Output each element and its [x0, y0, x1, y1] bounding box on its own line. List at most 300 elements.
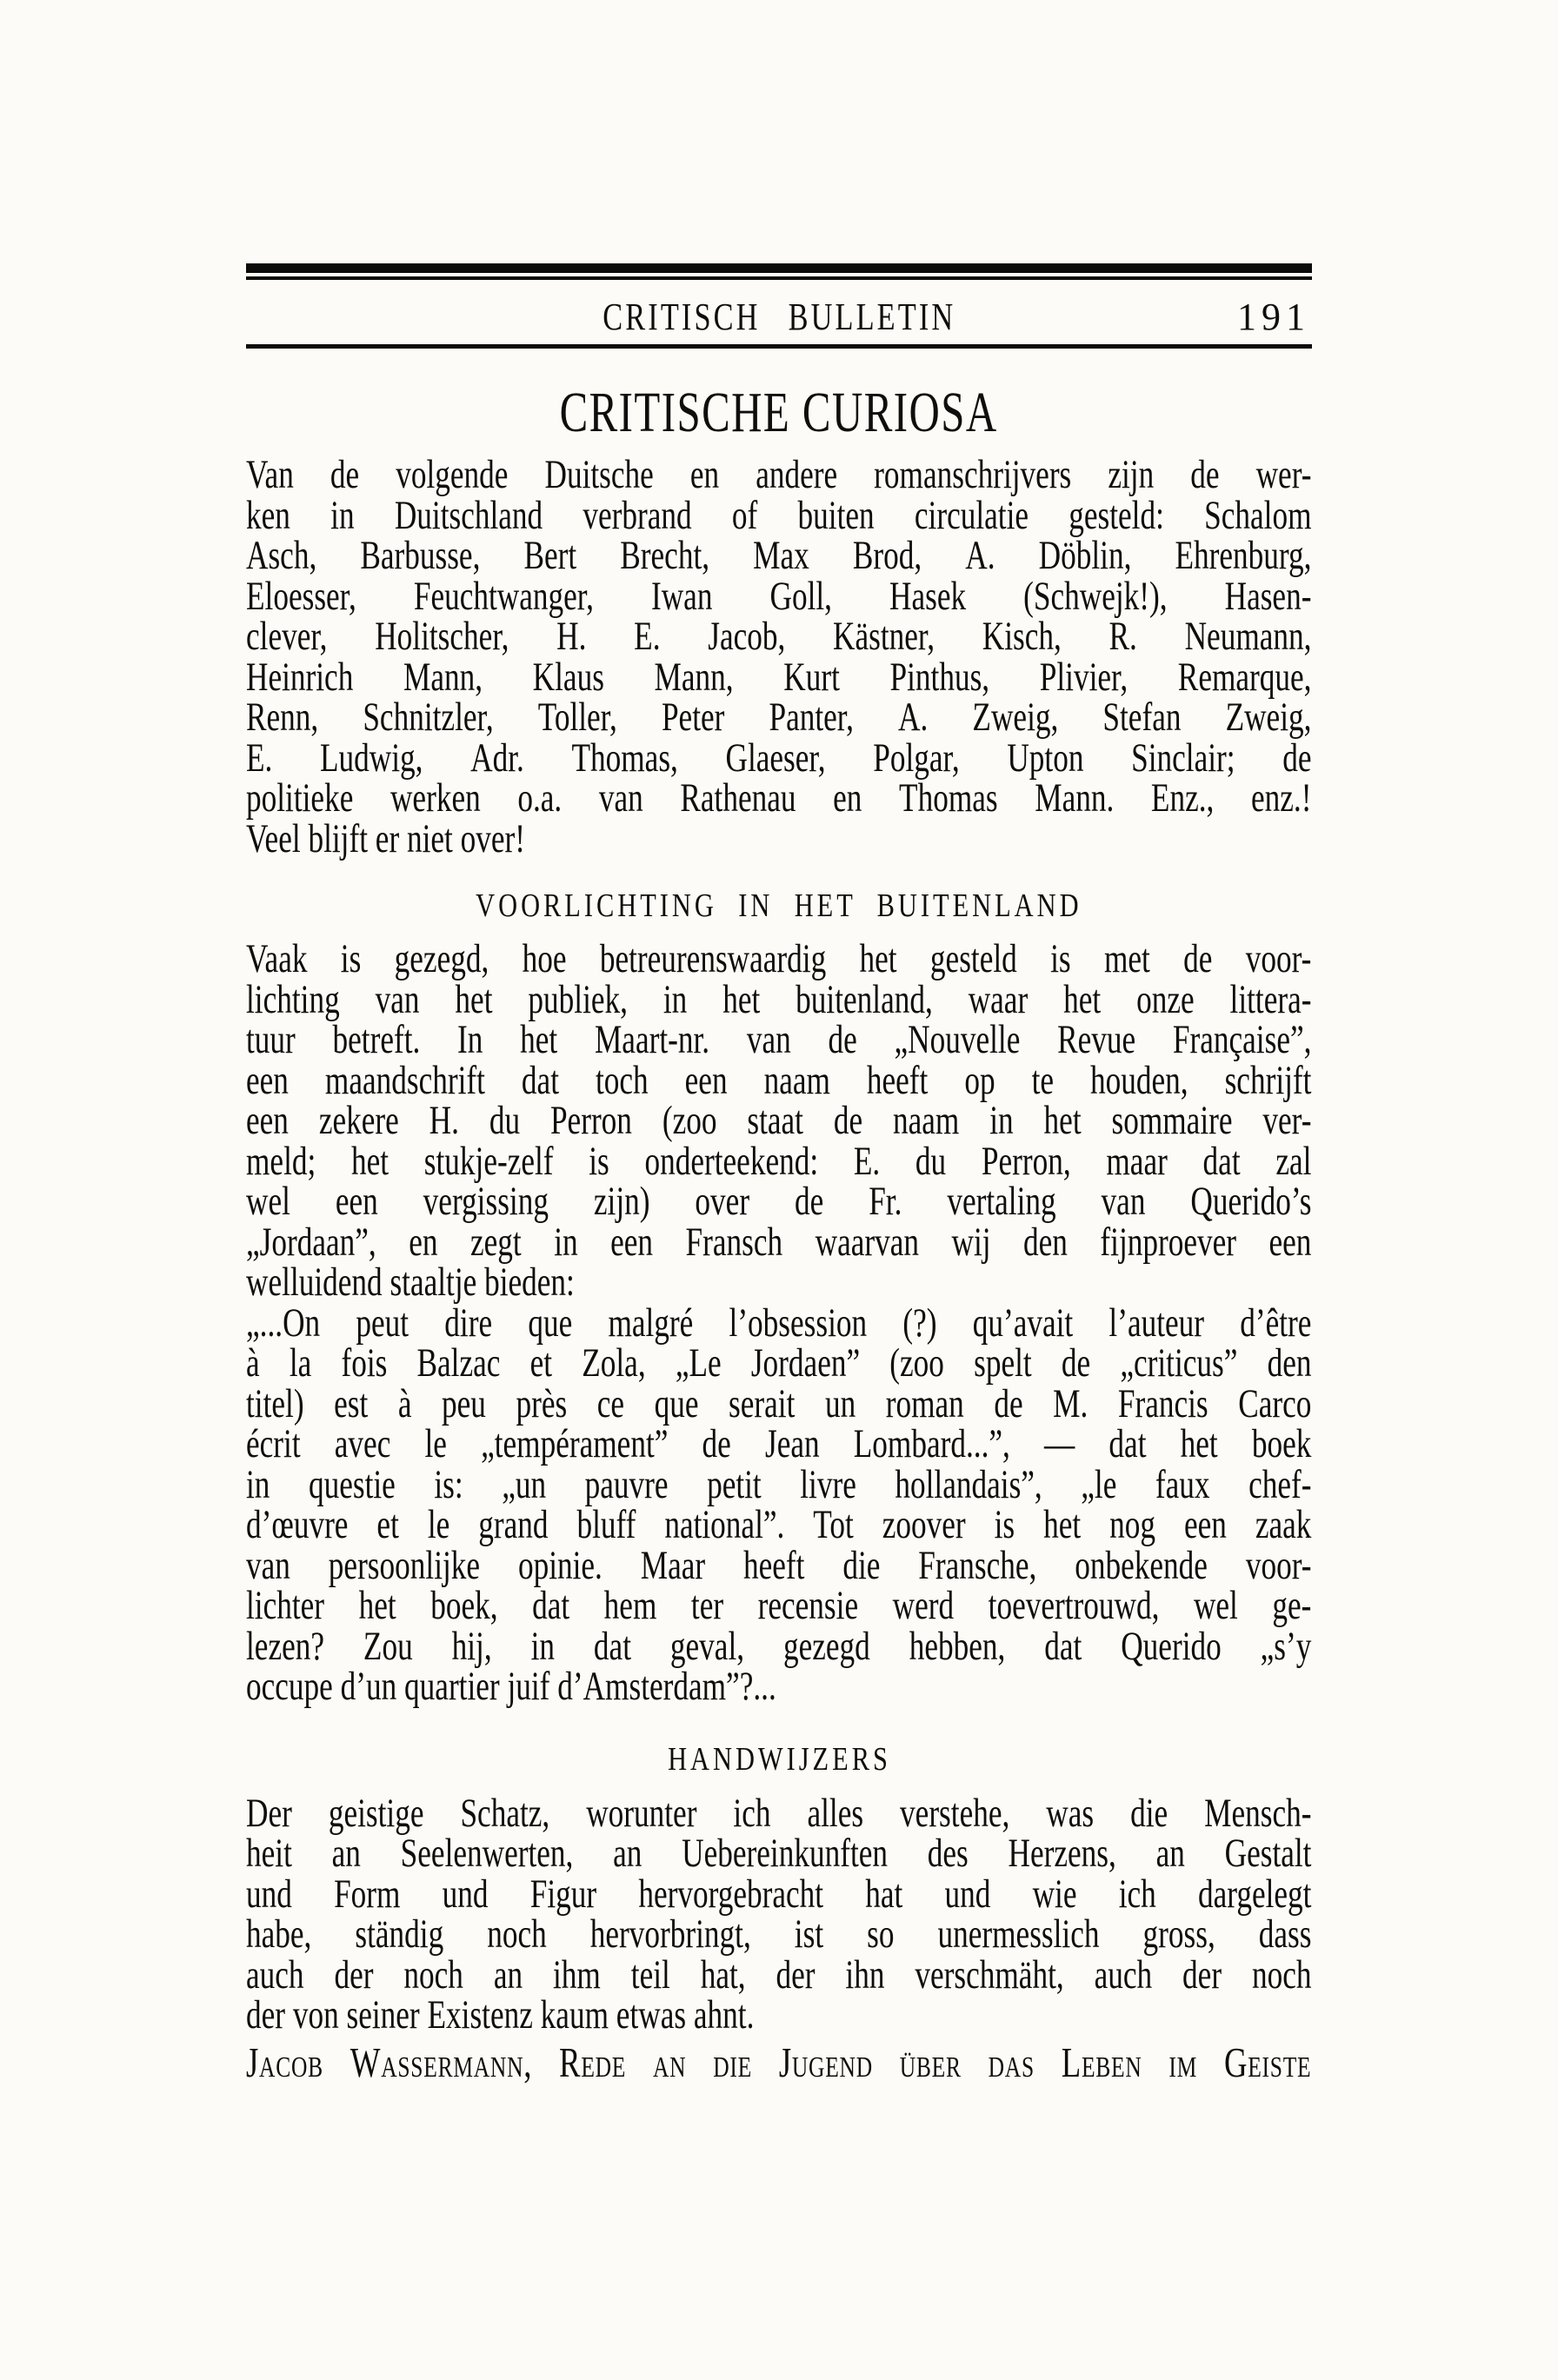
word: Carco [1238, 1380, 1312, 1426]
word: hoe [522, 936, 567, 981]
word: Van [246, 452, 294, 497]
word: buiten [797, 492, 875, 538]
word: naam [893, 1098, 960, 1143]
word: de [994, 1380, 1023, 1426]
word: politieke [246, 775, 354, 821]
word: ken [246, 492, 290, 538]
word: Française”, [1172, 1017, 1312, 1062]
word: des [927, 1831, 969, 1876]
word: le [427, 1502, 450, 1547]
word: het [1063, 976, 1102, 1022]
word: Döblin, [1038, 533, 1132, 578]
word: gross, [1142, 1911, 1215, 1957]
text-line [246, 492, 1312, 538]
word: persoonlijke [328, 1542, 481, 1588]
word: heeft [866, 1057, 929, 1103]
text-line [246, 573, 1312, 619]
word: teil [630, 1951, 670, 1998]
text-line [246, 654, 1312, 700]
word: dire [444, 1300, 493, 1346]
word: Brecht, [620, 533, 710, 578]
word: petit [707, 1461, 762, 1507]
word: dat [593, 1623, 631, 1669]
text-block [246, 0, 1312, 2084]
word: maandschrift [324, 1057, 485, 1103]
word: dat [1109, 1421, 1147, 1466]
word: „s’y [1260, 1623, 1312, 1669]
word: Seelenwerten, [400, 1831, 574, 1876]
word: in [554, 1219, 578, 1265]
word: noch [403, 1951, 463, 1998]
word: de [330, 452, 360, 497]
word: fijnproever [1100, 1219, 1237, 1265]
word: en [409, 1219, 438, 1265]
article-title: CRITISCHE CURIOSA [559, 381, 999, 444]
word: o.a. [517, 775, 563, 821]
word: Maart-nr. [594, 1017, 710, 1062]
word: du [915, 1138, 947, 1184]
word: fois [341, 1340, 388, 1386]
word: Panter, [769, 695, 854, 740]
word: an [493, 1951, 523, 1998]
word: Neumann, [1184, 614, 1312, 659]
word: faux [1155, 1461, 1210, 1507]
text-line [246, 1300, 1312, 1346]
word: Ehrenburg, [1175, 533, 1312, 578]
text-line [246, 1057, 1312, 1103]
word: zekere [318, 1098, 399, 1143]
word: H. [556, 614, 587, 659]
word: Geiste [1223, 2038, 1312, 2086]
word: hervorgebracht [638, 1871, 824, 1917]
word: que [528, 1300, 573, 1346]
word: sommaire [1111, 1098, 1233, 1143]
word: und [246, 1871, 292, 1917]
word: noch [1251, 1951, 1312, 1998]
word: Feuchtwanger, [413, 573, 594, 619]
word: à [397, 1380, 412, 1426]
paragraph [246, 936, 1312, 1709]
word: Goll, [769, 573, 832, 619]
word: Herzens, [1008, 1831, 1116, 1876]
word: zal [1275, 1138, 1312, 1184]
word: (Schwejk!), [1023, 573, 1168, 619]
word: Rede [559, 2038, 627, 2086]
word: Thomas, [571, 735, 678, 781]
word: Heinrich [246, 654, 354, 700]
text-line [246, 1380, 1312, 1426]
word: de [1190, 452, 1220, 497]
word: waarvan [815, 1219, 919, 1265]
word: het [350, 1138, 390, 1184]
text-line [246, 1138, 1312, 1184]
word: schrijft [1224, 1057, 1312, 1103]
word: Polgar, [873, 735, 960, 781]
word: romanschrijvers [874, 452, 1072, 497]
word: d’œuvre [246, 1502, 349, 1547]
word: die [1130, 1790, 1168, 1836]
word: de [1183, 936, 1213, 981]
word: voor- [1245, 1542, 1312, 1588]
word: der [334, 1951, 374, 1998]
text-line [246, 1542, 1312, 1588]
word: près [516, 1380, 568, 1426]
word: chef- [1248, 1461, 1312, 1507]
word: dat [1202, 1138, 1241, 1184]
word: Iwan [650, 573, 713, 619]
word: in [246, 1461, 270, 1507]
word: „un [502, 1461, 547, 1507]
paragraph [246, 452, 1312, 861]
word: de [794, 1179, 824, 1224]
word: verschmäht, [915, 1951, 1064, 1998]
word: is [994, 1502, 1015, 1547]
word: lezen? [246, 1623, 325, 1669]
word: het [859, 936, 897, 981]
word: Perron [549, 1098, 632, 1143]
text-line [246, 735, 1312, 781]
paragraph [246, 1790, 1312, 2038]
word: Querido’s [1190, 1179, 1312, 1224]
text-line [246, 1181, 1312, 1222]
word: toevertrouwd, [988, 1583, 1160, 1628]
word: geistige [328, 1790, 424, 1836]
word: heeft [743, 1542, 805, 1588]
word: M. [1053, 1380, 1089, 1426]
word: Hasek [889, 573, 967, 619]
text-line [246, 1100, 1312, 1141]
word: Holitscher, [375, 614, 509, 659]
word: H. [429, 1098, 459, 1143]
word: Jacob [246, 2038, 323, 2086]
word: onbekende [1075, 1542, 1208, 1588]
word: Vaak [246, 936, 308, 981]
word: gesteld: [1069, 492, 1164, 538]
word: Barbusse, [360, 533, 481, 578]
word: ich [733, 1790, 771, 1836]
masthead-rule-thick [246, 263, 1312, 273]
word: meld; [246, 1138, 316, 1184]
word: Schalom [1204, 492, 1312, 538]
word: pauvre [584, 1461, 669, 1507]
word: en [689, 452, 720, 497]
word: hebben, [909, 1623, 1006, 1669]
word: malgré [608, 1300, 694, 1346]
word: was [1046, 1790, 1095, 1836]
word: een [335, 1179, 378, 1224]
word: een [246, 1057, 289, 1103]
word: Duitschland [394, 492, 543, 538]
text-line [246, 1790, 1312, 1836]
word: Tot [813, 1502, 854, 1547]
word: een [1183, 1502, 1227, 1547]
word: Ludwig, [320, 735, 423, 781]
word: Peter [661, 695, 725, 740]
word: zaak [1255, 1502, 1312, 1547]
word: le [424, 1421, 447, 1466]
word: Lombard...”, [853, 1421, 1010, 1466]
word: hollandais”, [895, 1461, 1042, 1507]
word: of [731, 492, 758, 538]
word: Leben [1061, 2038, 1142, 2086]
word: Mann. [1035, 775, 1115, 821]
word: dat [1044, 1623, 1082, 1669]
word: im [1168, 2038, 1198, 2086]
section-heading: HANDWIJZERS [667, 1740, 891, 1778]
word: houden, [1090, 1057, 1188, 1103]
word: ce [596, 1380, 625, 1426]
text-line [246, 1502, 1312, 1547]
word: boek, [430, 1583, 498, 1628]
word: Der [246, 1790, 292, 1836]
word: Uebereinkunften [682, 1831, 889, 1876]
word: — [1044, 1421, 1075, 1466]
word: un [824, 1380, 856, 1426]
word: in [330, 492, 355, 538]
word: zijn) [593, 1179, 650, 1224]
word: „Nouvelle [894, 1017, 1021, 1062]
word: volgende [396, 452, 509, 497]
word: habe, [246, 1911, 312, 1957]
word: und [442, 1871, 489, 1917]
word: E. [634, 614, 661, 659]
masthead-rule-thin [246, 276, 1312, 280]
word: naam [763, 1057, 830, 1103]
article-content [246, 452, 1312, 2086]
word: wer- [1255, 452, 1312, 497]
word: questie [308, 1461, 396, 1507]
word: Jugend [778, 2038, 873, 2086]
word: l’obsession [729, 1300, 868, 1346]
word: te [1031, 1057, 1055, 1103]
word: gesteld [929, 936, 1017, 981]
word: het [722, 976, 761, 1022]
word: Revue [1057, 1017, 1136, 1062]
word: is [1050, 936, 1071, 981]
word: vertaling [947, 1179, 1056, 1224]
word: est [334, 1380, 369, 1426]
word: een [684, 1057, 728, 1103]
word: buitenland, [796, 976, 933, 1022]
word: Duitsche [544, 452, 654, 497]
word: Mensch- [1204, 1790, 1312, 1836]
text-line [246, 1871, 1312, 1917]
word: „criticus” [1120, 1340, 1238, 1386]
text-line [246, 1461, 1312, 1507]
word: Maar [640, 1542, 706, 1588]
word: de [833, 1098, 863, 1143]
word: hat [865, 1871, 903, 1917]
word: der [1182, 1951, 1222, 1998]
word: écrit [246, 1421, 301, 1466]
word: Kisch, [982, 614, 1062, 659]
word: Enz., [1150, 775, 1215, 821]
word: hat, [700, 1951, 746, 1998]
word: het [1043, 1502, 1082, 1547]
word: dat [532, 1583, 570, 1628]
word: is [340, 936, 362, 981]
text-line: der von seiner Existenz kaum etwas ahnt. [246, 1992, 755, 2038]
word: andere [756, 452, 838, 497]
word: het [1180, 1421, 1218, 1466]
word: enz.! [1250, 775, 1312, 821]
word: spelt [974, 1340, 1032, 1386]
word: an [653, 2038, 687, 2086]
word: unermesslich [937, 1911, 1100, 1957]
word: ihn [845, 1951, 885, 1998]
word: Fransch [685, 1219, 783, 1265]
word: Gestalt [1224, 1831, 1312, 1876]
word: toch [595, 1057, 649, 1103]
text-line [246, 976, 1312, 1022]
word: an [613, 1831, 643, 1876]
word: ver- [1262, 1098, 1312, 1143]
word: dargelegt [1197, 1871, 1312, 1917]
word: over [695, 1179, 750, 1224]
word: de [1282, 735, 1312, 781]
word: wel [1193, 1583, 1238, 1628]
word: zijn [1108, 452, 1155, 497]
word: so [867, 1911, 895, 1957]
word: op [964, 1057, 995, 1103]
word: geval, [669, 1623, 745, 1669]
word: lichting [246, 976, 340, 1022]
word: den [1267, 1340, 1312, 1386]
word: qu’avait [972, 1300, 1074, 1346]
text-line [246, 1219, 1312, 1265]
word: Klaus [532, 654, 604, 700]
word: Kästner, [833, 614, 935, 659]
word: Zweig, [1225, 695, 1312, 740]
word: Fransche, [918, 1542, 1037, 1588]
word: du [489, 1098, 521, 1143]
word: l’auteur [1109, 1300, 1205, 1346]
word: clever, [246, 614, 328, 659]
page-number: 191 [1237, 296, 1310, 338]
word: onderteekend: [644, 1138, 819, 1184]
text-line: occupe d’un quartier juif d’Amsterdam”?... [246, 1664, 776, 1709]
text-line [246, 697, 1312, 738]
word: Zou [363, 1623, 413, 1669]
word: der [776, 1951, 816, 1998]
text-line [246, 452, 1312, 497]
word: wie [1032, 1871, 1077, 1917]
word: boek [1251, 1421, 1312, 1466]
word: worunter [586, 1790, 697, 1836]
word: Pinthus, [889, 654, 990, 700]
word: livre [800, 1461, 856, 1507]
word: alles [807, 1790, 864, 1836]
word: ter [690, 1583, 724, 1628]
word: titel) [246, 1380, 304, 1426]
word: Schatz, [460, 1790, 550, 1836]
text-line [246, 1421, 1312, 1466]
word: Remarque, [1177, 654, 1312, 700]
word: nog [1109, 1502, 1156, 1547]
text-line: Veel blijft er niet over! [246, 815, 526, 861]
word: verbrand [583, 492, 692, 538]
word: Wassermann, [350, 2038, 533, 2086]
word: Perron, [981, 1138, 1071, 1184]
word: werken [390, 775, 481, 821]
word: ich [1118, 1871, 1156, 1917]
section-heading: VOORLICHTING IN HET BUITENLAND [476, 888, 1082, 924]
word: an [331, 1831, 361, 1876]
word: „tempérament” [481, 1421, 669, 1466]
word: Stefan [1102, 695, 1182, 740]
word: (zoo [889, 1340, 944, 1386]
word: zegt [469, 1219, 522, 1265]
word: in [530, 1623, 556, 1669]
word: E. [246, 735, 273, 781]
text-line [246, 1951, 1312, 1998]
word: Max [753, 533, 809, 578]
word: staat [747, 1098, 803, 1143]
word: das [988, 2038, 1035, 2086]
word: betreurenswaardig [599, 936, 827, 981]
word: A. [898, 695, 929, 740]
word: Toller, [537, 695, 617, 740]
word: et [376, 1502, 399, 1547]
word: verstehe, [900, 1790, 1010, 1836]
word: het [520, 1017, 558, 1062]
word: Plivier, [1039, 654, 1129, 700]
word: opinie. [517, 1542, 603, 1588]
word: roman [885, 1380, 964, 1426]
word: (?) [902, 1300, 937, 1346]
word: het [1043, 1098, 1082, 1143]
word: Balzac [416, 1340, 501, 1386]
word: avec [334, 1421, 391, 1466]
text-line [246, 775, 1312, 821]
word: Zola, [582, 1340, 646, 1386]
word: voor- [1245, 936, 1312, 981]
word: E. [853, 1138, 881, 1184]
word: dat [521, 1057, 559, 1103]
word: publiek, [528, 976, 628, 1022]
word: serait [729, 1380, 796, 1426]
word: ge- [1272, 1583, 1312, 1628]
word: über [899, 2038, 962, 2086]
word: een [246, 1098, 289, 1143]
word: wel [246, 1179, 290, 1224]
word: gezegd [782, 1623, 870, 1669]
word: ist [794, 1911, 824, 1957]
word: Rathenau [680, 775, 796, 821]
word: und [944, 1871, 991, 1917]
word: Form [334, 1871, 401, 1917]
word: de [828, 1017, 857, 1062]
word: hij, [451, 1623, 492, 1669]
word: tuur [246, 1017, 296, 1062]
word: „Jordaan”, [246, 1219, 376, 1265]
word: Fr. [869, 1179, 902, 1224]
word: vergissing [423, 1179, 549, 1224]
word: van [746, 1017, 791, 1062]
word: an [1155, 1831, 1185, 1876]
word: waar [968, 976, 1029, 1022]
word: zoover [882, 1502, 966, 1547]
word: wij [951, 1219, 991, 1265]
word: dass [1258, 1911, 1312, 1957]
word: Jean [764, 1421, 820, 1466]
word: ihm [553, 1951, 601, 1998]
word: Asch, [246, 533, 317, 578]
word: van [246, 1542, 290, 1588]
word: auch [246, 1951, 304, 1998]
word: heit [246, 1831, 292, 1876]
word: „...On [246, 1300, 321, 1346]
